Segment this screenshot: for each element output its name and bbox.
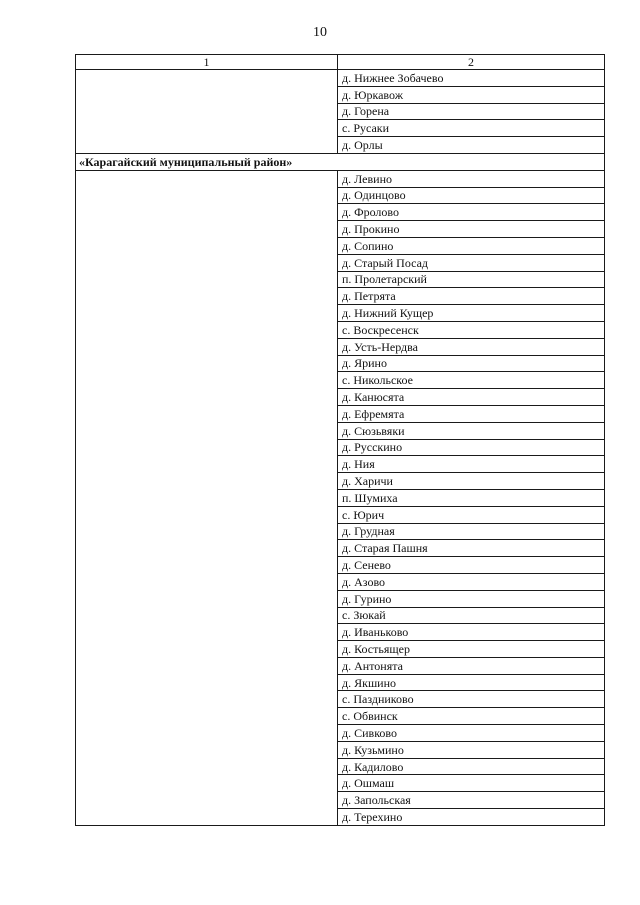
- settlement-cell: д. Гурино: [338, 590, 605, 607]
- settlement-cell: с. Зюкай: [338, 607, 605, 624]
- settlement-cell: д. Нижний Кущер: [338, 305, 605, 322]
- settlement-cell: д. Сенево: [338, 557, 605, 574]
- settlement-cell: д. Нижнее Зобачево: [338, 70, 605, 87]
- settlement-cell: д. Иваньково: [338, 624, 605, 641]
- settlement-cell: д. Якшино: [338, 674, 605, 691]
- settlement-cell: д. Горена: [338, 103, 605, 120]
- settlement-cell: д. Грудная: [338, 523, 605, 540]
- settlement-cell: д. Канюсята: [338, 389, 605, 406]
- district-title: «Карагайский муниципальный район»: [76, 153, 605, 170]
- page-number: 10: [313, 25, 327, 40]
- settlement-cell: д. Ефремята: [338, 405, 605, 422]
- settlement-cell: д. Сопино: [338, 237, 605, 254]
- settlement-cell: с. Никольское: [338, 372, 605, 389]
- settlement-cell: д. Усть-Нердва: [338, 338, 605, 355]
- settlement-cell: д. Ошмаш: [338, 775, 605, 792]
- settlement-cell: д. Русскино: [338, 439, 605, 456]
- settlement-cell: д. Петрята: [338, 288, 605, 305]
- settlement-cell: д. Левино: [338, 170, 605, 187]
- table-row: [76, 70, 605, 87]
- settlement-cell: д. Антонята: [338, 657, 605, 674]
- settlement-cell: д. Прокино: [338, 221, 605, 238]
- settlement-cell: д. Фролово: [338, 204, 605, 221]
- district-row: [76, 153, 605, 170]
- settlement-cell: с. Русаки: [338, 120, 605, 137]
- table-header-row: [76, 55, 605, 70]
- settlement-cell: д. Одинцово: [338, 187, 605, 204]
- continued-group-cell: [76, 70, 338, 154]
- settlement-cell: д. Юркавож: [338, 86, 605, 103]
- settlement-cell: д. Костьящер: [338, 641, 605, 658]
- settlement-cell: д. Кузьмино: [338, 741, 605, 758]
- settlement-cell: д. Сюзьвяки: [338, 422, 605, 439]
- settlement-cell: п. Пролетарский: [338, 271, 605, 288]
- district-group-cell: [76, 170, 338, 825]
- settlement-cell: д. Харичи: [338, 473, 605, 490]
- settlement-cell: д. Терехино: [338, 809, 605, 826]
- settlement-cell: д. Орлы: [338, 137, 605, 154]
- settlement-cell: д. Ния: [338, 456, 605, 473]
- settlement-cell: д. Старый Посад: [338, 254, 605, 271]
- settlement-cell: д. Азово: [338, 573, 605, 590]
- settlement-cell: д. Сивково: [338, 725, 605, 742]
- settlements-table: [75, 54, 605, 826]
- column-header-2: 2: [338, 55, 605, 70]
- table-body: [76, 55, 605, 826]
- settlement-cell: д. Старая Пашня: [338, 540, 605, 557]
- settlement-cell: п. Шумиха: [338, 489, 605, 506]
- settlement-cell: с. Обвинск: [338, 708, 605, 725]
- column-header-1: 1: [76, 55, 338, 70]
- settlement-cell: д. Запольская: [338, 792, 605, 809]
- settlement-cell: с. Воскресенск: [338, 321, 605, 338]
- settlement-cell: д. Ярино: [338, 355, 605, 372]
- settlement-cell: с. Юрич: [338, 506, 605, 523]
- settlement-cell: д. Кадилово: [338, 758, 605, 775]
- settlement-cell: с. Паздниково: [338, 691, 605, 708]
- table-row: [76, 170, 605, 187]
